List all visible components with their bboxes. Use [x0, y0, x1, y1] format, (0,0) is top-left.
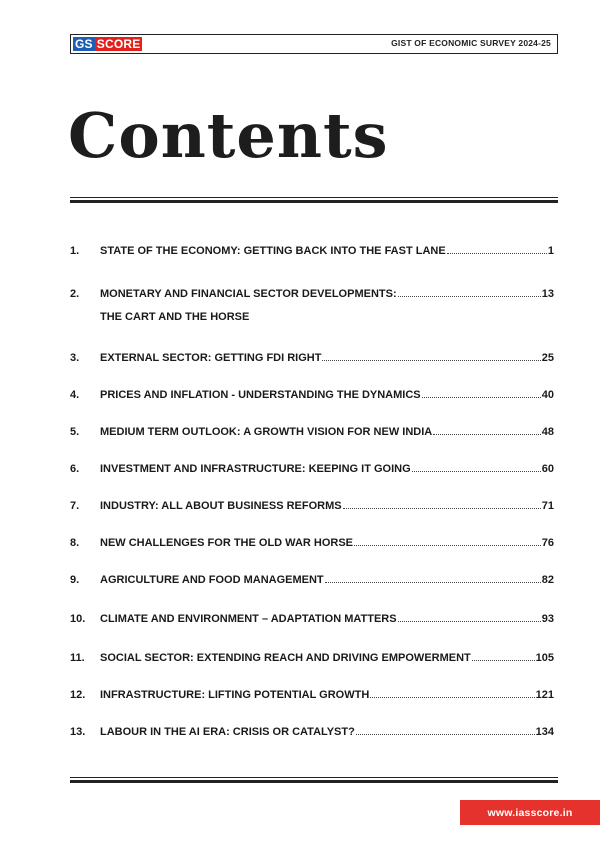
- toc-page: 121: [535, 689, 554, 701]
- toc-number: 9.: [70, 574, 80, 586]
- toc-leader: [322, 351, 540, 361]
- toc-page: 134: [535, 726, 554, 738]
- toc-number: 8.: [70, 537, 80, 549]
- toc-page: 76: [541, 537, 554, 549]
- page-title: Contents: [68, 99, 389, 172]
- toc-leader: [447, 244, 547, 254]
- toc-item[interactable]: [70, 462, 554, 476]
- toc-page: 71: [541, 500, 554, 512]
- toc-page: 93: [541, 613, 554, 625]
- bottom-divider: [70, 777, 558, 783]
- logo-score: SCORE: [96, 37, 141, 51]
- header-title: GIST OF ECONOMIC SURVEY 2024-25: [391, 38, 551, 48]
- toc-number: 6.: [70, 463, 80, 475]
- toc-leader: [398, 612, 541, 622]
- toc-subtitle: THE CART AND THE HORSE: [100, 311, 250, 323]
- toc-number: 5.: [70, 426, 80, 438]
- page-header: [70, 34, 558, 54]
- footer-website-link[interactable]: www.iasscore.in: [460, 800, 600, 825]
- toc-label: PRICES AND INFLATION - UNDERSTANDING THE DYNAMICS: [100, 389, 421, 401]
- toc-label: MEDIUM TERM OUTLOOK: A GROWTH VISION FOR NEW INDIA: [100, 426, 433, 438]
- toc-number: 3.: [70, 352, 80, 364]
- toc-page: 82: [541, 574, 554, 586]
- toc-item[interactable]: [70, 388, 554, 402]
- gsscore-logo: [73, 37, 142, 51]
- toc-item[interactable]: [70, 244, 554, 258]
- toc-page: 25: [541, 352, 554, 364]
- toc-item[interactable]: [70, 651, 554, 665]
- toc-number: 4.: [70, 389, 80, 401]
- toc-leader: [398, 287, 541, 297]
- toc-leader: [370, 688, 534, 698]
- toc-label: STATE OF THE ECONOMY: GETTING BACK INTO THE FAST LANE: [100, 245, 446, 257]
- toc-item[interactable]: [70, 351, 554, 365]
- toc-number: 11.: [70, 652, 85, 664]
- toc-leader: [412, 462, 541, 472]
- toc-number: 7.: [70, 500, 80, 512]
- toc-label: INDUSTRY: ALL ABOUT BUSINESS REFORMS: [100, 500, 342, 512]
- toc-item[interactable]: [70, 425, 554, 439]
- toc-number: 13.: [70, 726, 86, 738]
- toc-page: 1: [547, 245, 554, 257]
- toc-item[interactable]: [70, 536, 554, 550]
- toc-number: 10.: [70, 613, 86, 625]
- toc-label: MONETARY AND FINANCIAL SECTOR DEVELOPMENTS:: [100, 288, 397, 300]
- toc-item[interactable]: [70, 499, 554, 513]
- top-divider: [70, 197, 558, 203]
- toc-label: EXTERNAL SECTOR: GETTING FDI RIGHT: [100, 352, 322, 364]
- toc-leader: [356, 725, 535, 735]
- toc-leader: [343, 499, 541, 509]
- toc-label: NEW CHALLENGES FOR THE OLD WAR HORSE: [100, 537, 353, 549]
- logo-gs: GS: [75, 37, 93, 51]
- toc-item[interactable]: [70, 573, 554, 587]
- toc-number: 12.: [70, 689, 86, 701]
- toc-page: 60: [541, 463, 554, 475]
- toc-label: CLIMATE AND ENVIRONMENT – ADAPTATION MATTERS: [100, 613, 397, 625]
- toc-label: INFRASTRUCTURE: LIFTING POTENTIAL GROWTH: [100, 689, 370, 701]
- toc-label: SOCIAL SECTOR: EXTENDING REACH AND DRIVING EMPOWERMENT: [100, 652, 471, 664]
- toc-label: LABOUR IN THE AI ERA: CRISIS OR CATALYST?: [100, 726, 355, 738]
- toc-item[interactable]: [70, 612, 554, 626]
- toc-number: 2.: [70, 288, 80, 300]
- toc-page: 40: [541, 389, 554, 401]
- toc-page: 13: [541, 288, 554, 300]
- toc-number: 1.: [70, 245, 80, 257]
- toc-leader: [472, 651, 535, 661]
- toc-item[interactable]: [70, 688, 554, 702]
- toc-item[interactable]: [70, 287, 554, 323]
- toc-label: AGRICULTURE AND FOOD MANAGEMENT: [100, 574, 324, 586]
- toc-page: 48: [541, 426, 554, 438]
- toc-label: INVESTMENT AND INFRASTRUCTURE: KEEPING IT GOING: [100, 463, 411, 475]
- toc-leader: [354, 536, 541, 546]
- toc-leader: [325, 573, 541, 583]
- toc-leader: [422, 388, 541, 398]
- toc-leader: [433, 425, 541, 435]
- toc-page: 105: [535, 652, 554, 664]
- toc-item[interactable]: [70, 725, 554, 739]
